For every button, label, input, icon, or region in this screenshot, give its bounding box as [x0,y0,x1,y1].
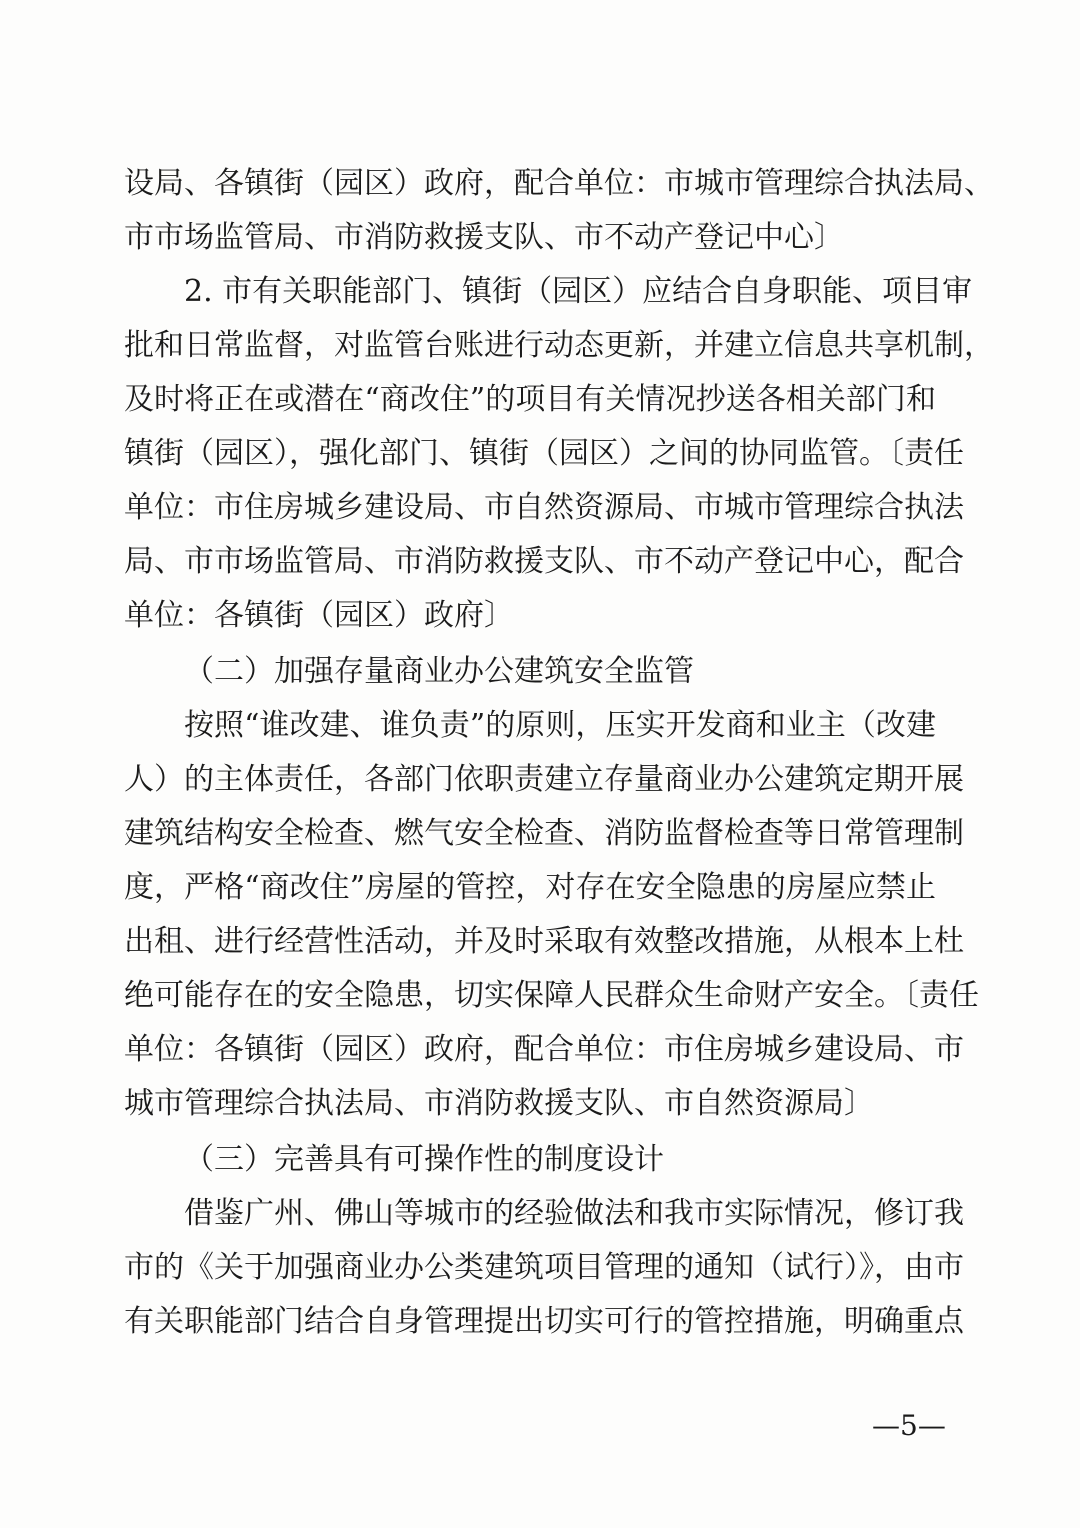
text-line: 绝可能存在的安全隐患，切实保障人民群众生命财产安全。〔责任 [124,978,979,1013]
text-line: 人）的主体责任，各部门依职责建立存量商业办公建筑定期开展 [124,762,964,797]
text-line: 市市场监管局、市消防救援支队、市不动产登记中心〕 [124,220,844,255]
text-line: 批和日常监督，对监管台账进行动态更新，并建立信息共享机制， [124,328,994,363]
text-line: 市的《关于加强商业办公类建筑项目管理的通知（试行）》，由市 [124,1250,964,1285]
text-line: 建筑结构安全检查、燃气安全检查、消防监督检查等日常管理制 [124,816,964,851]
text-line: 设局、各镇街（园区）政府，配合单位：市城市管理综合执法局、 [124,166,994,201]
text-line: 单位：各镇街（园区）政府，配合单位：市住房城乡建设局、市 [124,1032,964,1067]
text-line: 单位：市住房城乡建设局、市自然资源局、市城市管理综合执法 [124,490,964,525]
paragraph-start-line: 借鉴广州、佛山等城市的经验做法和我市实际情况，修订我 [184,1196,964,1231]
text-line: 有关职能部门结合自身管理提出切实可行的管控措施，明确重点 [124,1304,964,1339]
text-line: 城市管理综合执法局、市消防救援支队、市自然资源局〕 [124,1086,874,1121]
text-line: 单位：各镇街（园区）政府〕 [124,598,514,633]
section-heading: （二）加强存量商业办公建筑安全监管 [184,654,694,689]
text-line: 镇街（园区），强化部门、镇街（园区）之间的协同监管。〔责任 [124,436,964,471]
paragraph-start-line: 按照“谁改建、谁负责”的原则，压实开发商和业主（改建 [184,708,936,743]
text-line: 度，严格“商改住”房屋的管控，对存在安全隐患的房屋应禁止 [124,870,936,905]
page-number: —5— [872,1409,946,1442]
text-line: 及时将正在或潜在“商改住”的项目有关情况抄送各相关部门和 [124,382,936,417]
section-heading: （三）完善具有可操作性的制度设计 [184,1142,664,1177]
text-line: 局、市市场监管局、市消防救援支队、市不动产登记中心，配合 [124,544,964,579]
paragraph-start-line: 2. 市有关职能部门、镇街（园区）应结合自身职能、项目审 [184,274,973,309]
text-line: 出租、进行经营性活动，并及时采取有效整改措施，从根本上杜 [124,924,964,959]
